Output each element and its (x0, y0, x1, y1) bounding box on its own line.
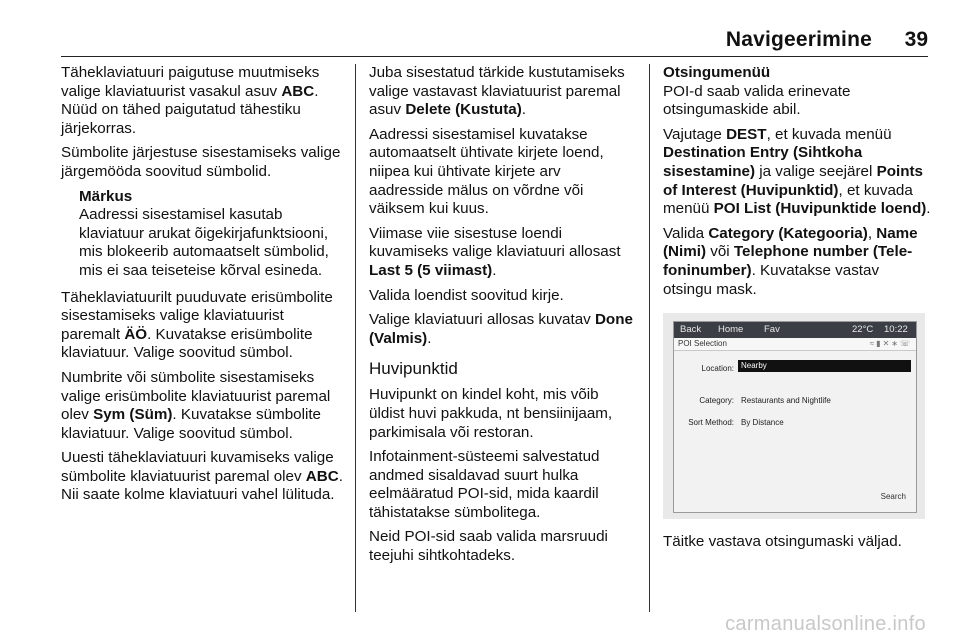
infotainment-screenshot (663, 313, 925, 519)
column-divider (355, 64, 356, 612)
paragraph: Viimase viie sisestuse loendi kuvamiseks valige klaviatuuri allosast Last 5 (5 viimast). (369, 224, 621, 279)
paragraph: Neid POI-sid saab valida marsruudi teejuhi sihtkohtadeks. (369, 528, 608, 565)
paragraph: Valida Category (Kategooria), Name (Nimi) või Telephone number (Tele-foninumber). Kuvatakse vastav otsingu mask. (663, 224, 918, 298)
phone-icon: ☏ (899, 339, 912, 349)
watermark: carmanualsonline.info (725, 613, 926, 635)
paragraph: Aadressi sisestamisel kuvatakse automaatselt ühtivate kirjete loend, niipea kui ühtivate kirjete arv aadresside mälus on võrdne või väiksem kui kuus. (369, 125, 604, 218)
poi-selection-screen (673, 321, 917, 513)
sort-value[interactable]: By Distance (741, 418, 784, 428)
mute-icon: ✕ (882, 339, 892, 349)
paragraph: Numbrite või sümbolite sisestamiseks valige erisümbolite klaviatuurist paremal olev Sym (Süm). Kuvatakse sümbolite klaviatuur. Valige soovitud sümbol. (61, 368, 331, 442)
paragraph: Infotainment-süsteemi salvestatud andmed sisaldavad suurt hulka eelmääratud POI-sid, mida kaardil tähistatakse sümbolitega. (369, 448, 600, 521)
bluetooth-icon: ∗ (891, 339, 900, 349)
page-number: 39 (904, 28, 928, 51)
screen-subheader (674, 338, 916, 351)
paragraph: Valige klaviatuuri allosas kuvatav Done (Valmis). (369, 311, 633, 347)
note-text: Aadressi sisestamisel kasutab klaviatuur arukat õigekirjafunktsiooni, mis blokeerib automaatselt sümbolid, mis ei saa teiseteise kõrval esineda. (79, 206, 329, 279)
note-title: Märkus (79, 187, 133, 205)
section-heading: Huvipunktid (369, 359, 458, 379)
status-icons (870, 338, 912, 350)
column-1 (61, 64, 347, 511)
clock: 10:22 (884, 324, 908, 336)
paragraph: Vajutage DEST, et kuvada menüü Destination Entry (Sihtkoha sisestamine) ja valige seejärel Points of Interest (Huvipunktid), et kuvada menüü POI List (Huvipunktide loend). (663, 125, 931, 218)
back-button[interactable]: Back (680, 324, 702, 336)
paragraph: POI-d saab valida erinevate otsingumaskide abil. (663, 82, 851, 119)
note-box (61, 188, 347, 281)
column-2 (369, 64, 637, 572)
figure-caption: Täitke vastava otsingumaski väljad. (663, 533, 902, 551)
column-divider (649, 64, 650, 612)
sort-label: Sort Method: (688, 418, 734, 428)
paragraph: Huvipunkt on kindel koht, mis võib üldist huvi pakkuda, nt bensiinijaam, parkimisala või restoran. (369, 386, 613, 441)
page-header (0, 0, 960, 58)
screen-title: POI Selection (678, 339, 727, 349)
temperature: 22°C (852, 324, 874, 336)
subsection-heading: Otsingumenüü (663, 64, 771, 81)
paragraph: Valida loendist soovitud kirje. (369, 286, 564, 304)
screen-top-bar (674, 322, 916, 338)
paragraph: Täheklaviatuuri paigutuse muutmiseks valige klaviatuurist vasakul asuv ABC. Nüüd on tähed paigutatud tähestiku järjekorras. (61, 64, 320, 137)
category-value[interactable]: Restaurants and Nightlife (741, 396, 831, 406)
search-button[interactable]: Search (880, 491, 906, 501)
fav-button[interactable]: Fav (764, 324, 780, 336)
category-label: Category: (699, 396, 734, 406)
location-field[interactable]: Nearby (738, 360, 911, 372)
home-button[interactable]: Home (718, 324, 744, 336)
paragraph: Sümbolite järjestuse sisestamiseks valige järgemööda soovitud sümbolid. (61, 144, 341, 180)
column-3 (663, 64, 931, 558)
paragraph: Uuesti täheklaviatuuri kuvamiseks valige sümbolite klaviatuurist paremal olev ABC. Nii saate kolme klaviatuuri vahel lülituda. (61, 449, 343, 504)
signal-icon: ▮ (876, 339, 883, 349)
page-title: Navigeerimine (725, 28, 872, 51)
paragraph: Juba sisestatud tärkide kustutamiseks valige vastavast klaviatuurist paremal asuv Delete (Kustuta). (369, 64, 625, 119)
header-rule (61, 56, 928, 57)
location-label: Location: (701, 364, 734, 374)
wifi-icon: ≈ (869, 339, 877, 349)
paragraph: Täheklaviatuurilt puuduvate erisümbolite sisestamiseks valige klaviatuurist paremalt ÄÖ. Kuvatakse erisümbolite klaviatuur. Valige soovitud sümbol. (61, 288, 333, 362)
